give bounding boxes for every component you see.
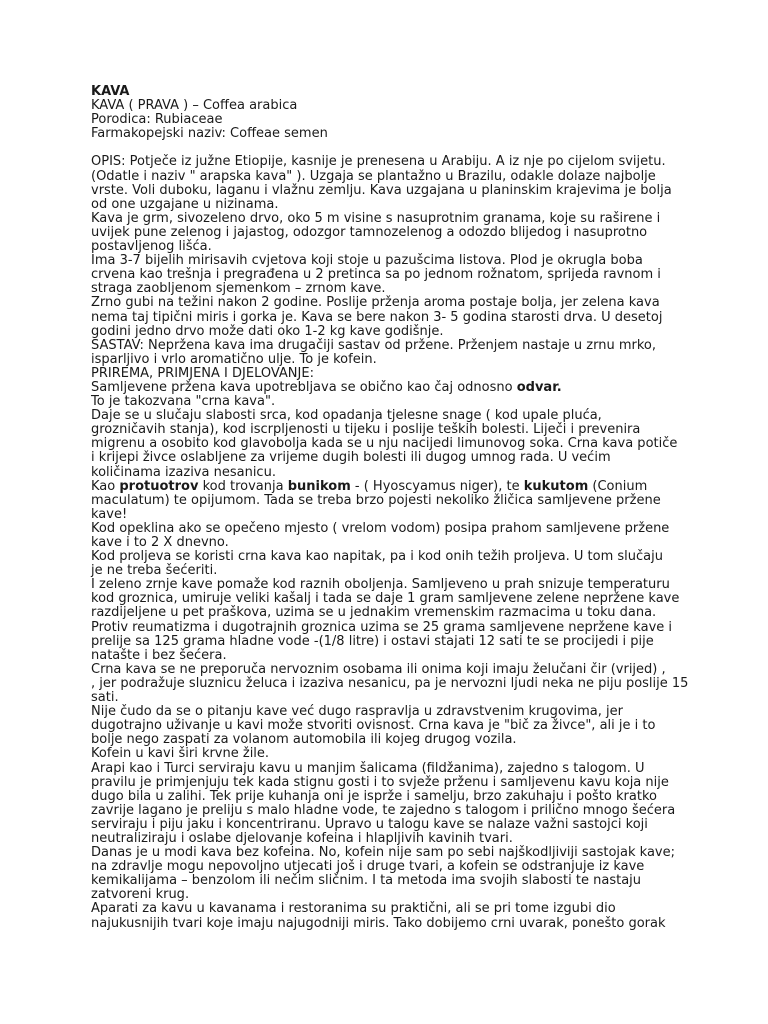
family-line: Porodica: Rubiaceae (91, 112, 223, 128)
text-line: je ne treba šećeriti. (91, 563, 218, 579)
text-line: straga zaobljenom sjemenkom – zrnom kave. (91, 281, 386, 297)
text-line: (Odatle i naziv " arapska kava" ). Uzgaja se plantažno u Brazilu, odakle dolaze najbolje (91, 168, 656, 184)
text-segment: - ( Hyoscyamus niger), te (350, 478, 524, 494)
text-line: , jer podražuje sluznicu želuca i izaziva nesanicu, pa je nervozni ljudi neka ne piju poslije 15 (91, 675, 689, 691)
text-segment: Kao (91, 478, 120, 494)
text-line: razdijeljene u pet praškova, uzima se u jednakim vremenskim razmacima u toku dana. (91, 605, 657, 621)
text-line: Kava je grm, sivozeleno drvo, oko 5 m visine s nasuprotnim granama, koje su raširene i (91, 210, 661, 226)
document-title: KAVA (91, 84, 130, 99)
text-segment: Samljevene pržena kava upotrebljava se obično kao čaj odnosno (91, 379, 517, 395)
text-line: kod groznica, umiruje veliki kašalj i tada se daje 1 gram samljevene zelene nepržene kave (91, 591, 680, 607)
text-line: Crna kava se ne preporuča nervoznim osobama ili onima koji imaju želučani čir (vrijed) , (91, 661, 666, 677)
pharmacopoeia-name: Farmakopejski naziv: Coffeae semen (91, 126, 328, 142)
text-line: od one uzgajane u nizinama. (91, 196, 279, 212)
text-line: količinama izaziva nesanicu. (91, 464, 276, 480)
text-line: Daje se u slučaju slabosti srca, kod opadanja tjelesne snage ( kod upale pluća, (91, 408, 602, 424)
text-line: Aparati za kavu u kavanama i restoranima su praktični, ali se pri tome izgubi dio (91, 901, 616, 917)
text-segment: (Conium (588, 478, 648, 494)
text-line: serviraju i piju jaku i koncentriranu. Upravo u talogu kave se nalaze važni sastojci koji (91, 816, 648, 832)
text-line: kemikalijama – benzolom ili nečim sličnim. I ta metoda ima svojih slabosti te nastaju (91, 873, 642, 889)
text-line: zavrije lagano je preliju s malo hladne vode, te zajedno s talogom i prilično mnogo šećera (91, 802, 676, 818)
text-line (91, 931, 751, 945)
text-line: najukusnijih tvari koje imaju najugodniji miris. Tako dobijemo crni uvarak, ponešto gorak (91, 915, 666, 931)
text-line: kave i to 2 X dnevno. (91, 535, 229, 550)
bold-term: bunikom (287, 478, 351, 494)
text-line (91, 945, 751, 959)
text-line: OPIS: Potječe iz južne Etiopije, kasnije je prenesena u Arabiju. A iz nje po cijelom svijetu. (91, 154, 666, 170)
text-line: nema taj tipični miris i gorka je. Kava se bere nakon 3- 5 godina starosti drva. U desetoj (91, 309, 663, 325)
text-line (91, 381, 751, 395)
text-line: Kod opeklina ako se opečeno mjesto ( vrelom vodom) posipa prahom samljevene pržene (91, 520, 670, 536)
text-line: To je takozvana "crna kava". (91, 394, 276, 410)
text-line: pravilu je primjenjuju tek kada stignu gosti i to svježe prženu i samljevenu kavu koja nije (91, 774, 669, 790)
plant-name: KAVA ( PRAVA ) – Coffea arabica (91, 98, 298, 114)
text-line: I zeleno zrnje kave pomaže kod raznih oboljenja. Samljeveno u prah snizuje temperaturu (91, 577, 670, 593)
text-line: sati. (91, 690, 119, 706)
text-line: dugotrajno uživanje u kavi može stvoriti ovisnost. Crna kava je "bič za živce", ali je i to (91, 718, 656, 734)
text-line: Arapi kao i Turci serviraju kavu u manjim šalicama (fildžanima), zajedno s talogom. U (91, 760, 645, 776)
text-line (91, 480, 751, 494)
text-line: Protiv reumatizma i dugotrajnih groznica uzima se 25 grama samljevene nepržene kave i (91, 619, 673, 635)
text-line: kave! (91, 506, 128, 522)
text-line: i krijepi živce oslabljene za vrijeme dugih bolesti ili dugog umnog rada. U većim (91, 450, 611, 466)
bold-term: protuotrov (119, 478, 199, 494)
text-line: Kod proljeva se koristi crna kava kao napitak, pa i kod onih težih proljeva. U tom slučaju (91, 549, 663, 565)
text-line: SASTAV: Nepržena kava ima drugačiji sastav od pržene. Prženjem nastaje u zrnu mrko, (91, 337, 657, 353)
text-line: Nije čudo da se o pitanju kave već dugo raspravlja u zdravstvenim krugovima, jer (91, 704, 623, 720)
text-line: isparljivo i vrlo aromatično ulje. To je kofein. (91, 351, 377, 367)
text-line: na zdravlje mogu nepovoljno utjecati još i druge tvari, a kofein se odstranjuje iz kave (91, 859, 645, 875)
text-line: maculatum) te opijumom. Tada se treba brzo pojesti nekoliko žličica samljevene pržene (91, 492, 661, 508)
text-line: crvena kao trešnja i pregrađena u 2 pretinca sa po jednom rožnatom, sprijeda ravnom i (91, 267, 661, 283)
text-line: Danas je u modi kava bez kofeina. No, kofein nije sam po sebi najškodljiviji sastojak kave; (91, 845, 676, 861)
text-line: uvijek pune zelenog i jajastog, odozgor tamnozelenog a odozdo blijedog i nasuprotno (91, 224, 648, 240)
text-line: grozničavih stanja), kod iscrpljenosti u tijeku i poslije teških bolesti. Liječi i prevenira (91, 422, 641, 438)
text-line: Ima 3-7 bijelih mirisavih cvjetova koji stoje u pazušcima listova. Plod je okrugla boba (91, 253, 643, 269)
text-line: vrste. Voli duboku, laganu i vlažnu zemlju. Kava uzgajana u planinskim krajevima je bolja (91, 182, 672, 198)
text-line: natašte i bez šećera. (91, 647, 227, 663)
text-line: Zrno gubi na težini nakon 2 godine. Poslije prženja aroma postaje bolja, jer zelena kava (91, 295, 660, 311)
text-line: dugo bila u zalihi. Tek prije kuhanja oni je isprže i samelju, brzo zakuhaju i pošto kratko (91, 788, 657, 804)
text-line: zatvoreni krug. (91, 887, 190, 903)
text-line: postavljenog lišća. (91, 239, 212, 255)
text-line: neutraliziraju i oslabe djelovanje kofeina i hlapljivih kavinih tvari. (91, 830, 513, 846)
text-line: godini jedno drvo može dati oko 1-2 kg kave godišnje. (91, 323, 444, 339)
text-line: bolje nego zaspati za volanom automobila ili kojeg drugog vozila. (91, 732, 517, 748)
bold-term: kukutom (523, 478, 589, 494)
paragraph-gap (91, 141, 751, 155)
text-segment: kod trovanja (198, 478, 288, 494)
text-line: migrenu a osobito kod glavobolja kada se u nju nacijedi limunovog soka. Crna kava potiče (91, 436, 678, 452)
text-line: prelije sa 125 grama hladne vode -(1/8 litre) i ostavi stajati 12 sati te se procijedi i pije (91, 633, 654, 649)
text-line: Kofein u kavi širi krvne žile. (91, 746, 270, 762)
bold-term: odvar. (516, 379, 562, 395)
document-page (91, 85, 751, 959)
section-heading: PRIREMA, PRIMJENA I DJELOVANJE: (91, 365, 314, 381)
